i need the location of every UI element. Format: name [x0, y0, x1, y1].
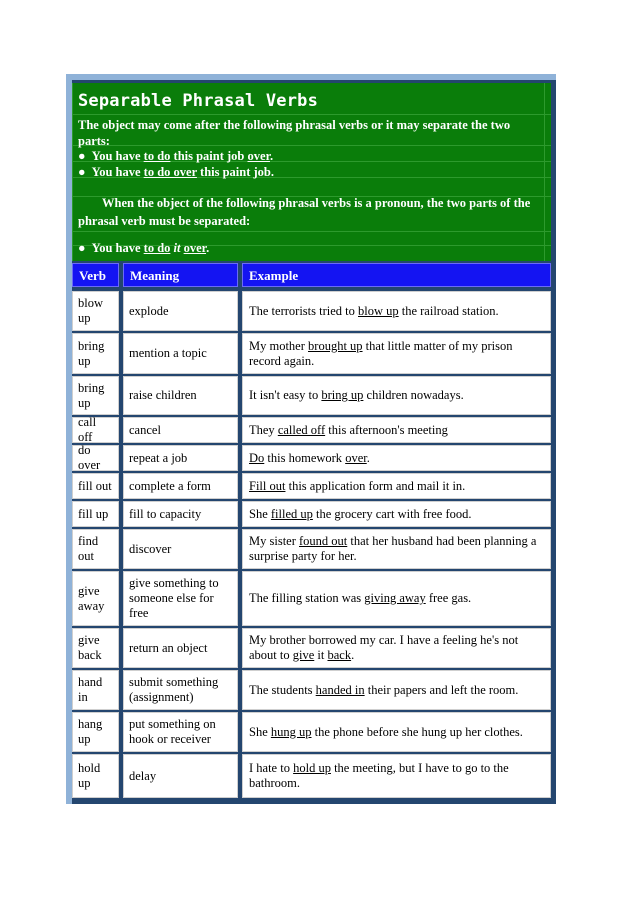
- underlined-phrasal-verb: hung up: [270, 724, 312, 739]
- underlined-phrasal-verb: found out: [299, 534, 348, 548]
- example-text: The terrorists tried to: [249, 303, 358, 318]
- intro-text: The object may come after the following phrasal verbs or it may separate the two parts:: [78, 118, 511, 148]
- underlined-phrasal-verb: filled up: [270, 506, 313, 521]
- meaning-cell: explode: [123, 291, 238, 331]
- example-text: She: [249, 724, 271, 739]
- underlined-phrasal-verb: handed in: [315, 682, 365, 697]
- verb-cell: give back: [72, 628, 119, 668]
- meaning-cell: raise children: [123, 376, 238, 415]
- verb-cell: fill up: [72, 501, 119, 527]
- example-text: the grocery cart with free food.: [312, 506, 472, 521]
- example-text: My mother: [249, 338, 309, 353]
- example-text: that little matter of my prison record again.: [249, 338, 513, 368]
- example-cell: [242, 473, 551, 499]
- example-text: that her husband had been planning a surprise party for her.: [249, 534, 537, 563]
- underlined-phrasal-verb: called off: [277, 422, 326, 437]
- bullet-example-1: ● You have to do this paint job over.: [78, 149, 274, 163]
- example-text: free gas.: [425, 591, 472, 605]
- example-cell: [242, 754, 551, 798]
- verb-cell: fill out: [72, 473, 119, 499]
- pronoun-note: When the object of the following phrasal verbs is a pronoun, the two parts of the phrasal verb must be separated:: [78, 196, 531, 228]
- verb-cell: bring up: [72, 333, 119, 374]
- underlined-phrasal-verb: Do: [249, 450, 265, 465]
- bullet-icon: ●: [78, 149, 86, 163]
- underlined-phrasal-verb: over: [345, 450, 367, 465]
- intro-panel: [72, 83, 551, 261]
- example-text: They: [249, 422, 278, 437]
- bullet-icon: ●: [78, 241, 86, 255]
- example-text: .: [366, 450, 370, 465]
- verb-cell: call off: [72, 417, 119, 443]
- example-text: this afternoon's meeting: [325, 422, 448, 437]
- verb-cell: hand in: [72, 670, 119, 710]
- meaning-cell: discover: [123, 529, 238, 569]
- example-text: I hate to: [249, 761, 294, 775]
- example-cell: [242, 529, 551, 569]
- example-text: their papers and left the room.: [364, 682, 519, 697]
- example-cell: [242, 712, 551, 752]
- example-text: My brother borrowed my car. I have a feeling he's not about to: [249, 633, 519, 662]
- frame-top-border: [66, 74, 556, 80]
- meaning-cell: delay: [123, 754, 238, 798]
- underlined-phrasal-verb: bring up: [321, 388, 364, 402]
- verb-cell: find out: [72, 529, 119, 569]
- underlined-phrasal-verb: brought up: [308, 338, 363, 353]
- verb-cell: hang up: [72, 712, 119, 752]
- underlined-phrasal-verb: giving away: [364, 591, 426, 605]
- bullet-icon: ●: [78, 165, 86, 179]
- example-text: the railroad station.: [398, 303, 499, 318]
- example-cell: [242, 376, 551, 415]
- meaning-cell: give something to someone else for free: [123, 571, 238, 626]
- example-text: .: [351, 648, 355, 662]
- meaning-cell: submit something (assignment): [123, 670, 238, 710]
- example-text: The students: [249, 682, 316, 697]
- meaning-cell: repeat a job: [123, 445, 238, 471]
- example-cell: [242, 445, 551, 471]
- example-text: children nowadays.: [363, 388, 464, 402]
- example-text: the meeting, but I have to go to the bathroom.: [249, 761, 509, 790]
- example-cell: [242, 501, 551, 527]
- verb-cell: blow up: [72, 291, 119, 331]
- column-header-verb: Verb: [72, 263, 119, 287]
- bullet-example-3: ● You have to do it over.: [78, 241, 210, 255]
- underlined-phrasal-verb: hold up: [293, 761, 331, 775]
- example-cell: [242, 628, 551, 668]
- example-text: The filling station was: [249, 591, 365, 605]
- example-text: My sister: [249, 534, 299, 548]
- verb-cell: hold up: [72, 754, 119, 798]
- meaning-cell: complete a form: [123, 473, 238, 499]
- example-cell: [242, 571, 551, 626]
- meaning-cell: cancel: [123, 417, 238, 443]
- example-text: It isn't easy to: [249, 388, 322, 402]
- example-text: it: [314, 648, 328, 662]
- example-text: this homework: [264, 450, 346, 465]
- page-title: Separable Phrasal Verbs: [78, 91, 319, 111]
- verb-cell: bring up: [72, 376, 119, 415]
- underlined-phrasal-verb: back: [327, 648, 352, 662]
- underlined-phrasal-verb: Fill out: [249, 478, 286, 493]
- meaning-cell: mention a topic: [123, 333, 238, 374]
- example-text: the phone before she hung up her clothes.: [311, 724, 523, 739]
- example-text: this application form and mail it in.: [285, 478, 466, 493]
- example-cell: [242, 291, 551, 331]
- underlined-phrasal-verb: give: [292, 648, 315, 662]
- example-cell: [242, 333, 551, 374]
- meaning-cell: put something on hook or receiver: [123, 712, 238, 752]
- meaning-cell: return an object: [123, 628, 238, 668]
- verb-cell: give away: [72, 571, 119, 626]
- bullet-example-2: ● You have to do over this paint job.: [78, 165, 275, 179]
- example-cell: [242, 417, 551, 443]
- example-cell: [242, 670, 551, 710]
- column-header-example: Example: [242, 263, 551, 287]
- verb-cell: do over: [72, 445, 119, 471]
- underlined-phrasal-verb: blow up: [358, 303, 399, 318]
- column-header-meaning: Meaning: [123, 263, 238, 287]
- example-text: She: [249, 506, 271, 521]
- meaning-cell: fill to capacity: [123, 501, 238, 527]
